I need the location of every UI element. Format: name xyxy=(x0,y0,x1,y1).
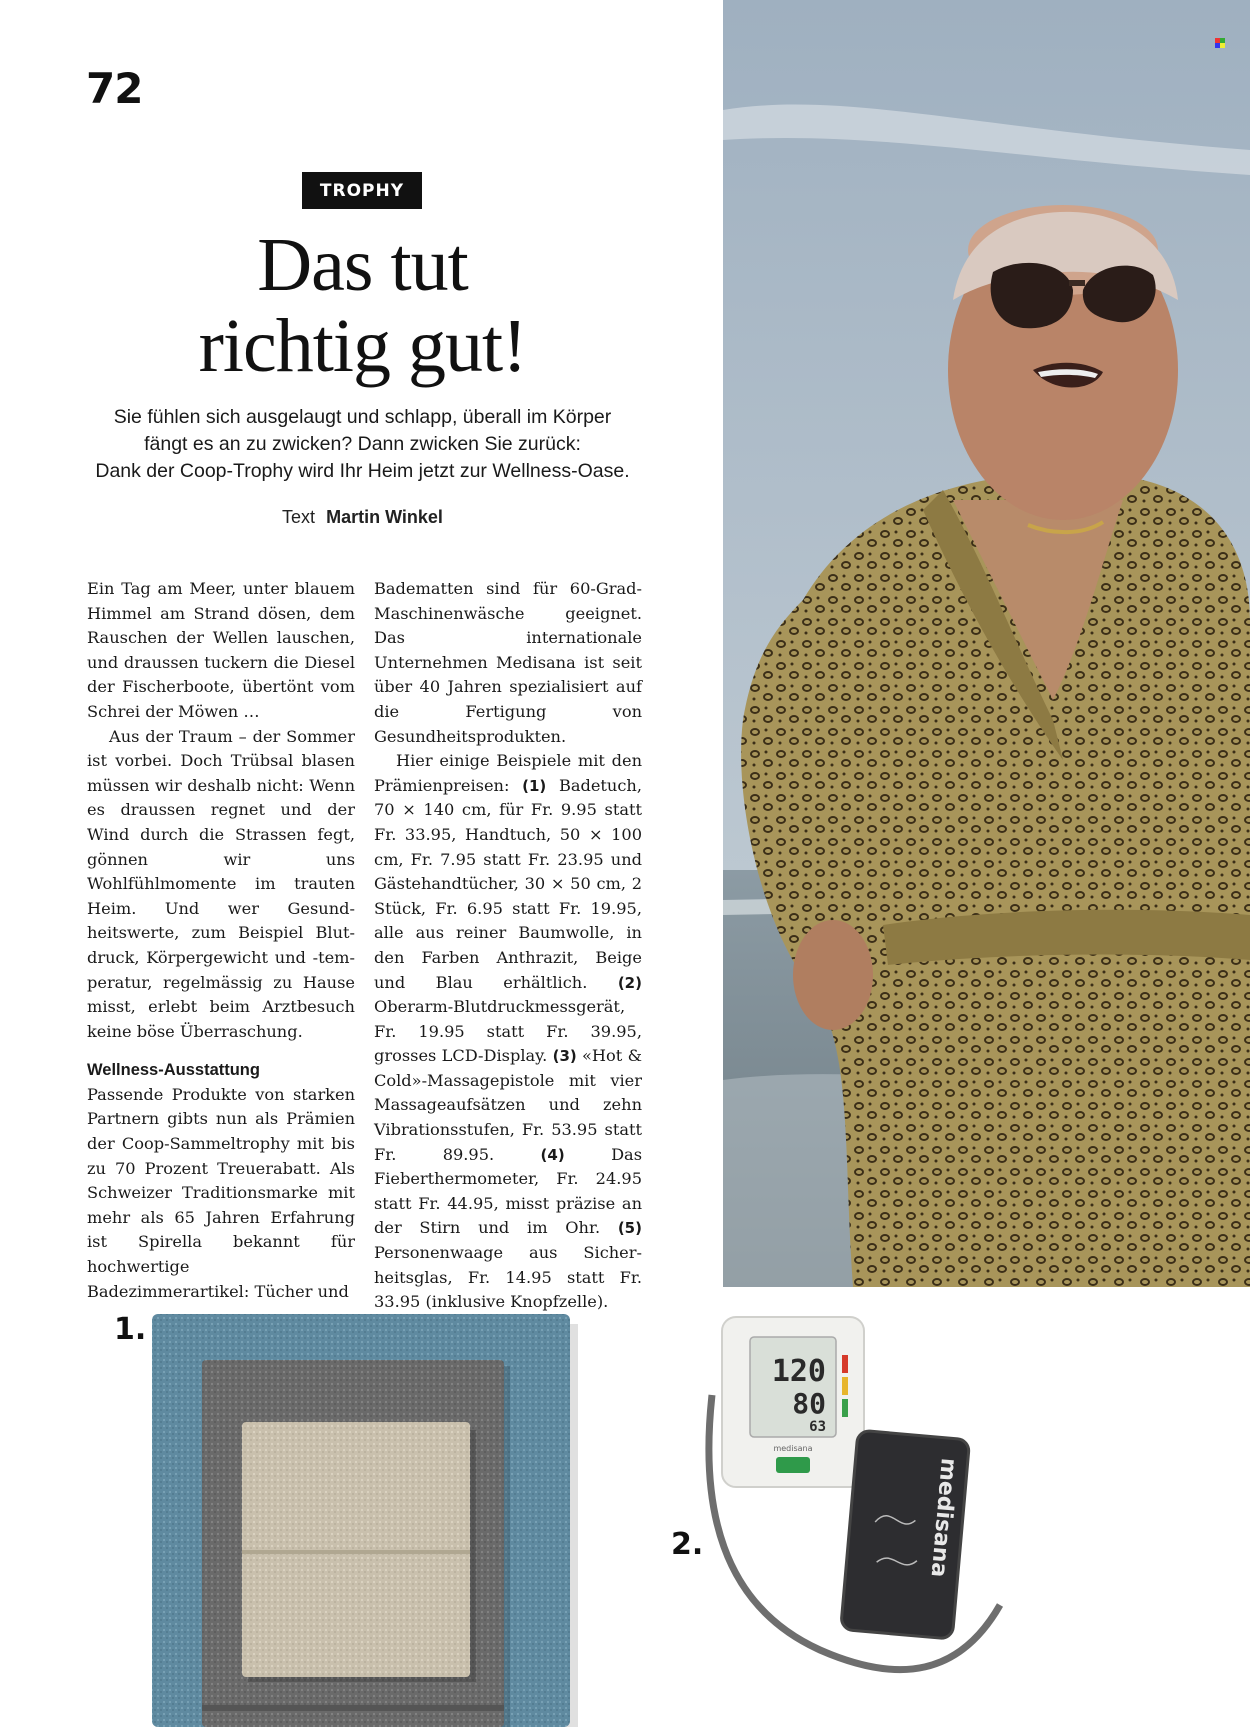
cuff-brand-label: medisana xyxy=(925,1457,961,1579)
lead-line: Sie fühlen sich ausgelaugt und schlapp, überall im Körper xyxy=(113,406,612,428)
monitor-brand-label: medisana xyxy=(773,1444,813,1453)
item-text: Oberarm-Blutdruckmessgerät, Fr. 19.95 statt Fr. 39.95, grosses LCD-Display. xyxy=(374,997,642,1066)
product-number-2: 2. xyxy=(671,1527,704,1562)
item-text: «Hot & Cold»-Massagepistole mit vier Massageaufsätzen und zehn Vibrationsstufen, Fr. 53.95 statt Fr. 89.95. xyxy=(374,1046,642,1164)
hero-photo xyxy=(723,0,1250,1287)
lcd-pulse: 63 xyxy=(809,1419,826,1435)
lcd-diastolic: 80 xyxy=(792,1387,826,1420)
headline xyxy=(80,225,645,387)
item-number: (2) xyxy=(617,973,642,992)
color-swatch-icon xyxy=(1215,33,1225,43)
body-paragraph: Passende Produkte von starken Partnern gibts nun als Prämien der Coop-Sammeltrophy mit bis zu 70 Prozent Treuerabatt. Als Schweizer Traditionsmarke mit mehr als 65 Jahren Erfahrung ist Spirella bekannt für hochwertige Badezimmerartikel: Tücher und xyxy=(87,1084,355,1301)
list-intro: Hier einige Beispiele mit den Prämienpreisen: xyxy=(374,751,642,795)
item-number: (5) xyxy=(617,1219,642,1238)
body-column-right xyxy=(374,577,642,1315)
lead-line: fängt es an zu zwicken? Dann zwicken Sie zurück: xyxy=(144,433,581,455)
body-paragraph xyxy=(374,749,642,1315)
byline xyxy=(80,507,645,528)
body-paragraph: Ein Tag am Meer, unter blauem Himmel am Strand dösen, dem Rauschen der Wellen lauschen, und draussen tuckern die Diesel der Fischerboote, übertönt vom Schrei der Möwen … xyxy=(87,579,355,721)
section-kicker: TROPHY xyxy=(302,172,422,209)
byline-label: Text xyxy=(282,507,316,527)
item-text: Badetuch, 70 × 140 cm, für Fr. 9.95 statt Fr. 33.95, Handtuch, 50 × 100 cm, Fr. 7.95 statt Fr. 23.95 und Gästehandtücher, 30 × 50 cm, 2 Stück, Fr. 6.95 statt Fr. 19.95, alle aus reiner Baumwolle, in den Farben Anthrazit, Beige und Blau erhältlich. xyxy=(374,775,642,992)
towel-set-image xyxy=(150,1310,590,1727)
headline-line: richtig gut! xyxy=(198,304,527,388)
item-number: (3) xyxy=(552,1047,577,1066)
item-text: Das Fieberthermometer, Fr. 24.95 statt Fr. 44.95, misst präzise an der Stirn und im Ohr. xyxy=(374,1144,642,1238)
product-number-1: 1. xyxy=(114,1312,147,1347)
blood-pressure-monitor-image xyxy=(700,1305,1060,1705)
lead-line: Dank der Coop-Trophy wird Ihr Heim jetzt zur Wellness-Oase. xyxy=(95,460,630,482)
body-paragraph: Badematten sind für 60-Grad-Maschinenwäsche geeignet. Das internationale Unternehmen Medisana ist seit über 40 Jahren spezialisiert auf die Fertigung von Gesundheitsprodukten. xyxy=(374,579,642,746)
item-number: (1) xyxy=(522,776,547,795)
body-paragraph: Aus der Traum – der Sommer ist vorbei. Doch Trübsal blasen müssen wir deshalb nicht: Wenn es draussen regnet und der Wind durch die Strassen fegt, gönnen wir uns Wohlfühlmomente im trauten Heim. Und wer Gesundheitswerte, zum Beispiel Blutdruck, Körpergewicht und -temperatur, regelmässig zu Hause misst, erlebt beim Arztbesuch keine böse Überraschung. xyxy=(87,726,355,1041)
item-text: Personenwaage aus Sicherheitsglas, Fr. 14.95 statt Fr. 33.95 (inklusive Knopfzelle). xyxy=(374,1243,642,1312)
subheading: Wellness-Ausstattung xyxy=(87,1061,260,1080)
lead-paragraph xyxy=(80,404,645,485)
body-column-left xyxy=(87,577,355,1304)
page-number: 72 xyxy=(86,64,143,113)
lcd-systolic: 120 xyxy=(771,1354,826,1389)
headline-line: Das tut xyxy=(257,223,468,307)
byline-author: Martin Winkel xyxy=(326,507,443,527)
item-number: (4) xyxy=(540,1145,565,1164)
